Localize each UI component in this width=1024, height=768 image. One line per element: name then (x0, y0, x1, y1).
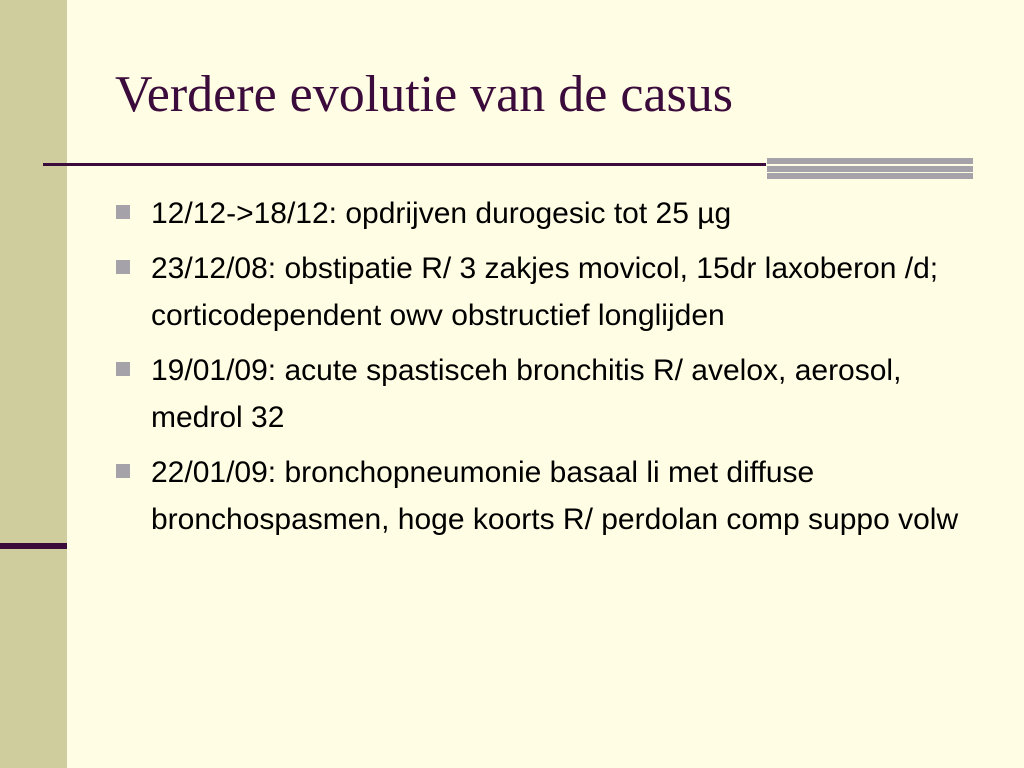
square-bullet-icon (116, 205, 130, 219)
decorative-stripe (767, 173, 973, 179)
bullet-item (116, 190, 976, 237)
decorative-stripes (767, 158, 973, 179)
slide-title: Verdere evolutie van de casus (115, 66, 733, 123)
square-bullet-icon (116, 464, 130, 478)
bullet-item (116, 347, 976, 441)
decorative-stripe (767, 158, 973, 164)
bullet-text: 23/12/08: obstipatie R/ 3 zakjes movicol, 15dr laxoberon /d; corticodependent owv obstructief longlijden (151, 252, 939, 332)
bullet-text: 22/01/09: bronchopneumonie basaal li met diffuse bronchospasmen, hoge koorts R/ perdolan comp suppo volw (151, 456, 959, 536)
square-bullet-icon (116, 362, 130, 376)
title-underline (43, 163, 766, 166)
bullet-list (116, 190, 976, 551)
bullet-text: 19/01/09: acute spastisceh bronchitis R/ avelox, aerosol, medrol 32 (151, 354, 902, 434)
bullet-text: 12/12->18/12: opdrijven durogesic tot 25 µg (151, 197, 732, 230)
left-side-bar (0, 0, 67, 768)
square-bullet-icon (116, 260, 130, 274)
bullet-item (116, 449, 976, 543)
bullet-item (116, 245, 976, 339)
left-bar-accent-line (0, 543, 67, 549)
decorative-stripe (767, 166, 973, 172)
